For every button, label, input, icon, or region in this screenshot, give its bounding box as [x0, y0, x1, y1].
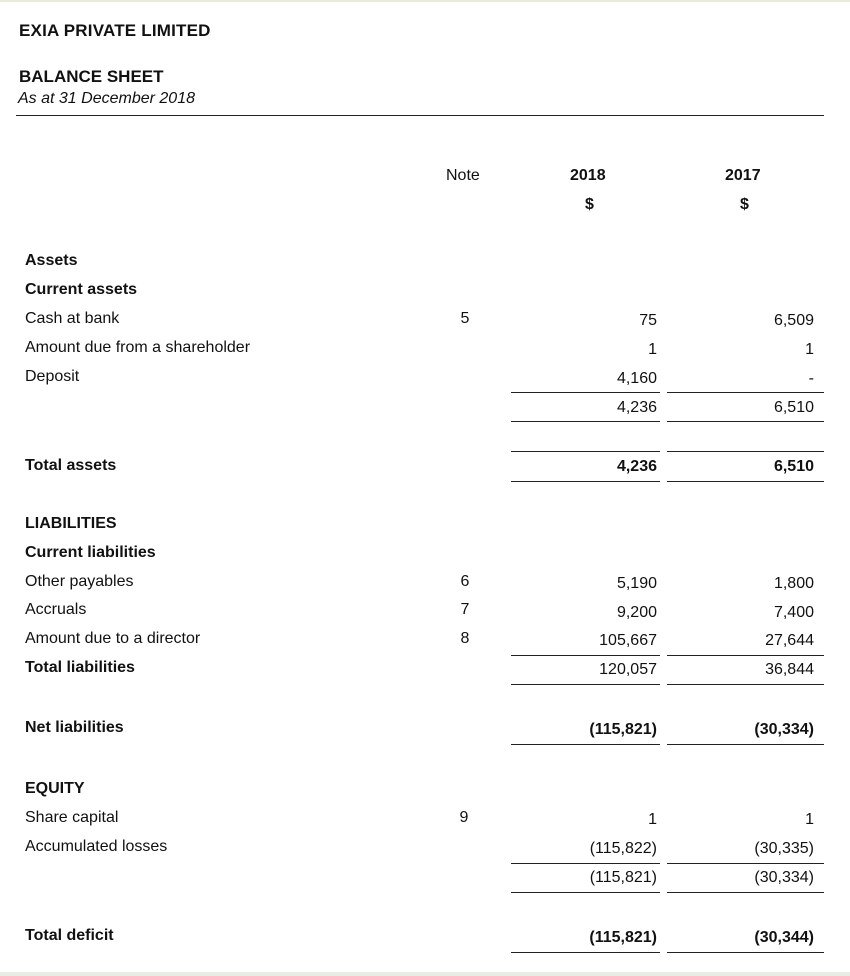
- bottom-border: [0, 972, 850, 976]
- row-label: Accumulated losses: [25, 838, 168, 855]
- row-value-2017: (30,335): [754, 840, 814, 857]
- currency-2017-header: $: [740, 196, 749, 213]
- row-value-2017: 7,400: [773, 604, 814, 621]
- total-assets-label: Total assets: [25, 457, 117, 474]
- row-label: Amount due to a director: [25, 630, 201, 647]
- net-liabilities-2017: (30,334): [754, 721, 814, 738]
- total-liabilities-label: Total liabilities: [25, 659, 135, 676]
- row-label: Other payables: [25, 573, 134, 590]
- equity-underline-2018: [511, 892, 660, 893]
- header-divider: [16, 115, 824, 116]
- equity-subtotal-2017: (30,334): [754, 869, 814, 886]
- total-rule-2018: [511, 451, 660, 452]
- total-assets-2017: 6,510: [773, 458, 814, 475]
- subtotal-rule-2018: [511, 392, 660, 393]
- subtotal-rule-2017: [667, 392, 824, 393]
- row-label: Cash at bank: [25, 310, 120, 327]
- total-liabilities-2018: 120,057: [599, 661, 657, 678]
- liabilities-underline-2017: [667, 684, 824, 685]
- subtotal-underline-2017: [667, 421, 824, 422]
- equity-subtotal-2018: (115,821): [589, 869, 657, 886]
- row-note: 6: [460, 573, 470, 590]
- statement-date: As at 31 December 2018: [18, 90, 195, 107]
- row-value-2018: 105,667: [599, 632, 657, 649]
- year-2017-header: 2017: [725, 167, 761, 184]
- equity-rule-2017: [667, 863, 824, 864]
- total-deficit-label: Total deficit: [25, 927, 114, 944]
- row-note: 7: [460, 601, 470, 618]
- row-value-2018: 75: [639, 312, 657, 329]
- net-liabilities-underline-2017: [667, 744, 824, 745]
- net-liabilities-label: Net liabilities: [25, 719, 124, 736]
- row-value-2018: 5,190: [616, 575, 657, 592]
- year-2018-header: 2018: [570, 167, 606, 184]
- row-value-2018: 1: [648, 341, 657, 358]
- assets-heading: Assets: [25, 252, 78, 269]
- statement-title: BALANCE SHEET: [19, 67, 164, 86]
- row-value-2017: 27,644: [765, 632, 814, 649]
- liabilities-rule-2018: [511, 655, 660, 656]
- currency-2018-header: $: [585, 196, 594, 213]
- row-value-2017: 1: [805, 811, 814, 828]
- row-label: Deposit: [25, 368, 80, 385]
- current-liabilities-heading: Current liabilities: [25, 544, 156, 561]
- liabilities-heading: LIABILITIES: [25, 515, 117, 532]
- liabilities-rule-2017: [667, 655, 824, 656]
- total-deficit-underline-2017: [667, 952, 824, 953]
- total-deficit-2018: (115,821): [589, 929, 657, 946]
- row-value-2018: 1: [648, 811, 657, 828]
- total-assets-2018: 4,236: [616, 458, 657, 475]
- row-value-2017: 1,800: [773, 575, 814, 592]
- row-value-2017: 1: [805, 341, 814, 358]
- row-note: 5: [460, 310, 470, 327]
- company-name: EXIA PRIVATE LIMITED: [19, 21, 211, 40]
- row-value-2017: -: [808, 370, 814, 387]
- net-liabilities-underline-2018: [511, 744, 660, 745]
- row-value-2018: (115,822): [589, 840, 657, 857]
- total-deficit-underline-2018: [511, 952, 660, 953]
- row-label: Amount due from a shareholder: [25, 339, 251, 356]
- assets-subtotal-2017: 6,510: [773, 399, 814, 416]
- row-label: Accruals: [25, 601, 87, 618]
- total-rule-2017: [667, 451, 824, 452]
- total-liabilities-2017: 36,844: [765, 661, 814, 678]
- equity-rule-2018: [511, 863, 660, 864]
- row-label: Share capital: [25, 809, 119, 826]
- assets-subtotal-2018: 4,236: [616, 399, 657, 416]
- total-underline-2018: [511, 481, 660, 482]
- current-assets-heading: Current assets: [25, 281, 138, 298]
- total-deficit-2017: (30,344): [754, 929, 814, 946]
- row-note: 9: [459, 809, 469, 826]
- total-underline-2017: [667, 481, 824, 482]
- subtotal-underline-2018: [511, 421, 660, 422]
- net-liabilities-2018: (115,821): [589, 721, 657, 738]
- note-column-header: Note: [446, 167, 480, 184]
- row-note: 8: [460, 630, 470, 647]
- equity-underline-2017: [667, 892, 824, 893]
- top-border: [0, 0, 850, 2]
- liabilities-underline-2018: [511, 684, 660, 685]
- equity-heading: EQUITY: [25, 780, 85, 797]
- row-value-2018: 9,200: [616, 604, 657, 621]
- row-value-2017: 6,509: [773, 312, 814, 329]
- row-value-2018: 4,160: [616, 370, 657, 387]
